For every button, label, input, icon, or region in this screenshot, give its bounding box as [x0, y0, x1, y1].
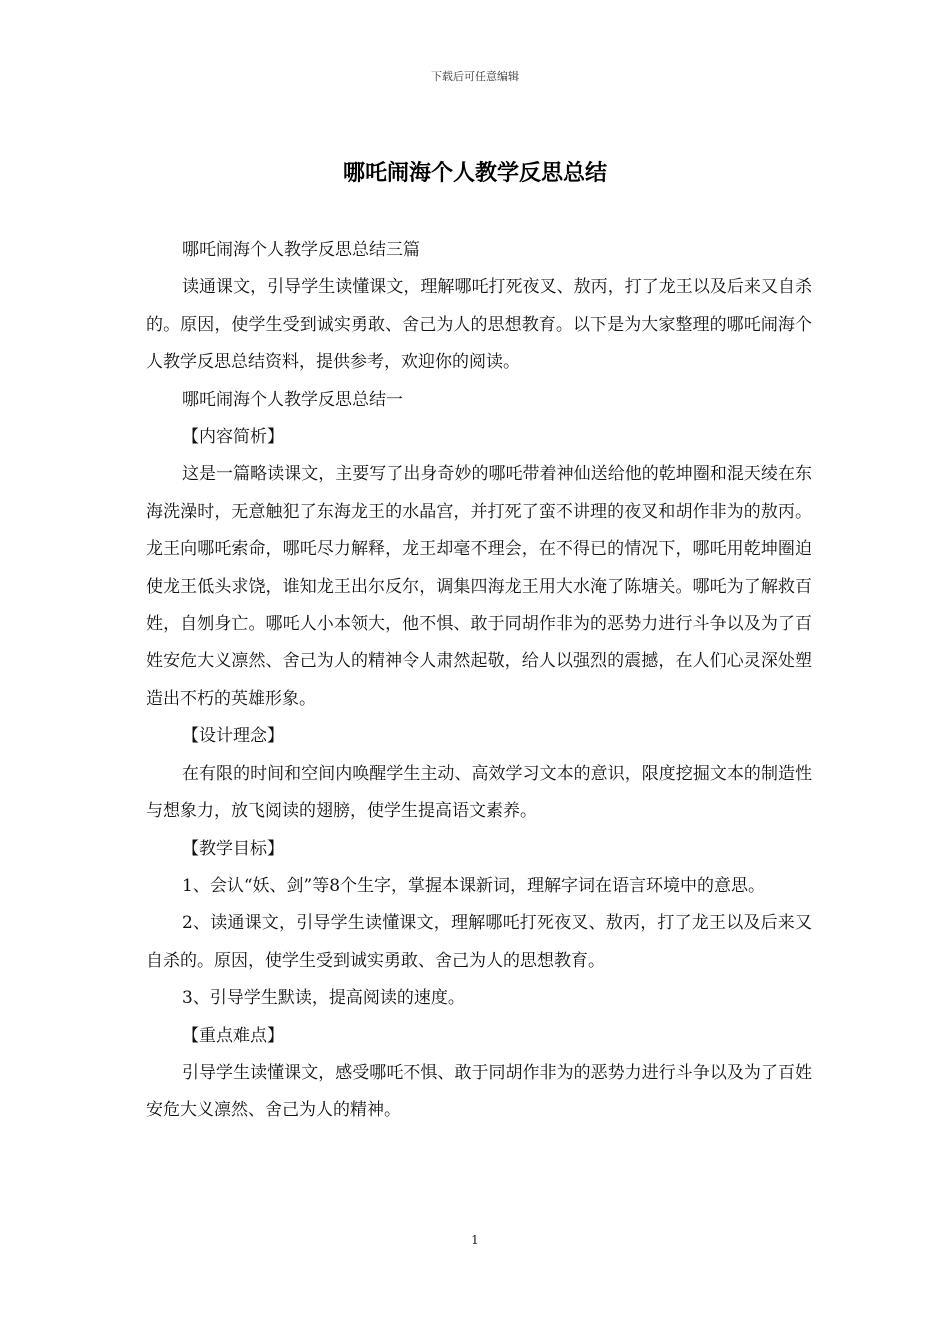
paragraph-heading-key-points: 【重点难点】	[182, 1025, 284, 1046]
paragraph-section-heading: 哪吒闹海个人教学反思总结一	[182, 389, 403, 410]
paragraph-heading-content-analysis: 【内容简析】	[182, 427, 284, 448]
paragraph-key-points: 引导学生读懂课文，感受哪吒不惧、敢于同胡作非为的恶势力进行斗争以及为了百姓安危大义凛然、舍己为人的精神。	[146, 1062, 812, 1121]
paragraph-subtitle: 哪吒闹海个人教学反思总结三篇	[182, 240, 420, 260]
page-header: 下载后可任意编辑	[431, 70, 519, 83]
paragraph-heading-teaching-goals: 【教学目标】	[182, 838, 284, 859]
document-body	[146, 232, 812, 1130]
paragraph-goal-1: 1、会认“妖、剑”等8个生字，掌握本课新词，理解字词在语言环境中的意思。	[182, 875, 766, 896]
paragraph-goal-3: 3、引导学生默读，提高阅读的速度。	[182, 988, 465, 1009]
page-number: 1	[471, 1233, 479, 1247]
paragraph-goal-2: 2、读通课文，引导学生读懂课文，理解哪吒打死夜叉、敖丙，打了龙王以及后来又自杀的。原因，使学生受到诚实勇敢、舍己为人的思想教育。	[146, 913, 812, 971]
paragraph-content-analysis: 这是一篇略读课文，主要写了出身奇妙的哪吒带着神仙送给他的乾坤圈和混天绫在东海洗澡时，无意触犯了东海龙王的水晶宫，并打死了蛮不讲理的夜叉和胡作非为的敖丙。龙王向哪吒索命，哪吒尽力解释，龙王却毫不理会，在不得已的情况下，哪吒用乾坤圈迫使龙王低头求饶，谁知龙王出尔反尔，调集四海龙王用大水淹了陈塘关。哪吒为了解救百姓，自刎身亡。哪吒人小本领大，他不惧、敢于同胡作非为的恶势力进行斗争以及为了百姓安危大义凛然、舍己为人的精神令人肃然起敬，给人以强烈的震撼，在人们心灵深处塑造出不朽的英雄形象。	[146, 464, 812, 709]
paragraph-design-concept: 在有限的时间和空间内唤醒学生主动、高效学习文本的意识，限度挖掘文本的制造性与想象力，放飞阅读的翅膀，使学生提高语文素养。	[146, 763, 812, 822]
paragraph-heading-design-concept: 【设计理念】	[182, 726, 284, 747]
document-title: 哪吒闹海个人教学反思总结	[342, 160, 607, 186]
paragraph-intro: 读通课文，引导学生读懂课文，理解哪吒打死夜叉、敖丙，打了龙王以及后来又自杀的。原因，使学生受到诚实勇敢、舍己为人的思想教育。以下是为大家整理的哪吒闹海个人教学反思总结资料，提供参考，欢迎你的阅读。	[146, 277, 812, 373]
